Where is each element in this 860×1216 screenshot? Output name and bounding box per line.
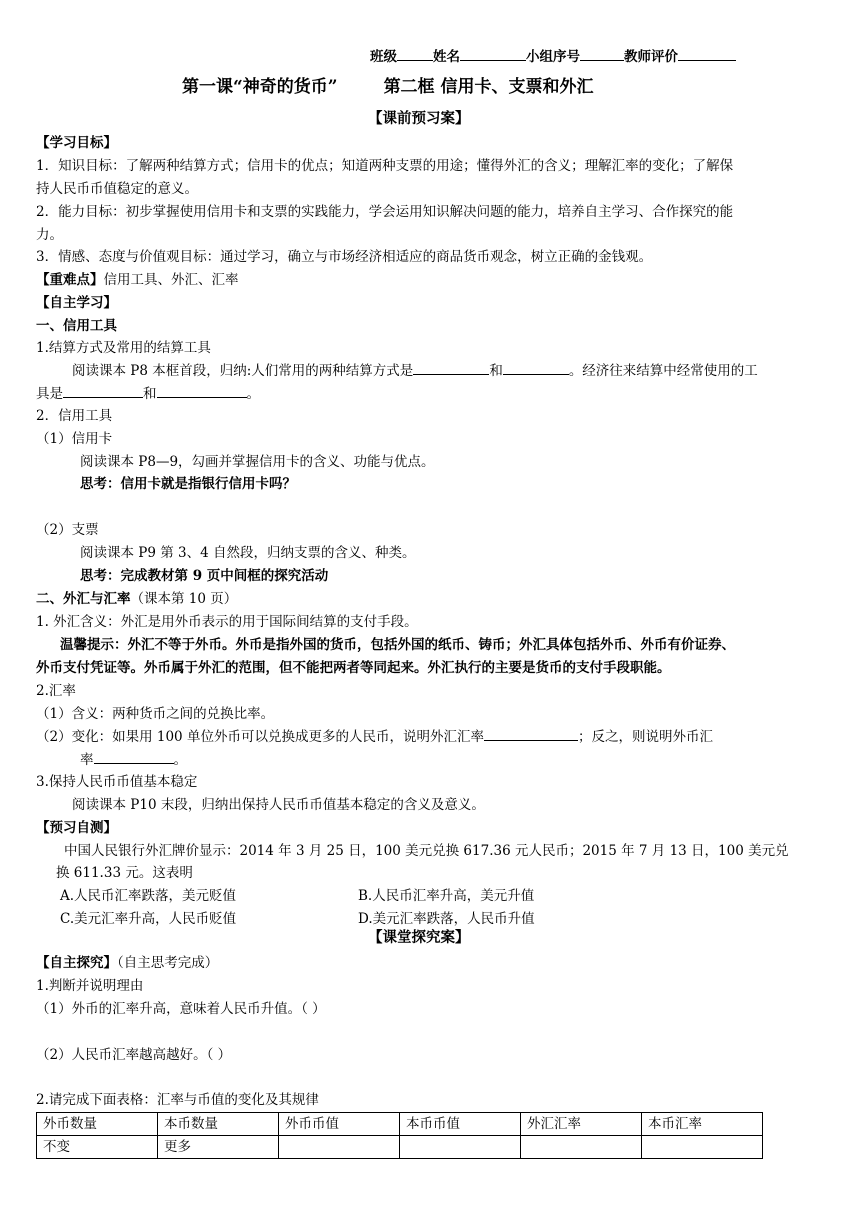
p1-1-read-text-b: 。经济往来结算中经常使用的工 [568,363,758,379]
section-title: 第二框 信用卡、支票和外汇 [383,77,594,97]
table-cell: 更多 [158,1136,279,1159]
p1-2-1-think: 思考：信用卡就是指银行信用卡吗？ [80,476,296,492]
table-header-cell: 外币币值 [279,1113,400,1136]
exchange-rate-blank-2[interactable] [94,749,174,764]
p1-1-read-line [72,360,758,381]
part2-note: （课本第 10 页） [130,591,238,607]
table-cell: 不变 [37,1136,158,1159]
part2-title: 二、外汇与汇率 [36,591,131,607]
part2-title-line [36,589,237,609]
tip-line-a: 温馨提示：外汇不等于外币。外币是指外国的货币，包括外国的纸币、铸币；外汇具体包括外币、外币有价证券、 [60,637,735,653]
goal2-line-a: 2．能力目标：初步掌握使用信用卡和支票的实践能力，学会运用知识解决问题的能力，培养自主学习、合作探究的能 [36,204,734,220]
option-a[interactable]: A.人民币汇率跌落，美元贬值 [60,888,237,904]
class-blank[interactable] [397,46,433,61]
key-points-label: 【重难点】 [36,272,104,288]
table-header-cell: 外币数量 [37,1113,158,1136]
table-row [37,1136,763,1159]
preview-heading: 【课前预习案】 [368,110,470,127]
lesson-title: 第一课“神奇的货币” [182,77,338,97]
settlement-method-blank-1[interactable] [413,360,489,375]
p1-2-1-read: 阅读课本 P8—9，勾画并掌握信用卡的含义、功能与优点。 [80,454,435,470]
p1-1-end: 。 [246,386,260,402]
table-task-heading: 2.请完成下面表格：汇率与币值的变化及其规律 [36,1092,319,1108]
question-line-b: 换 611.33 元。这表明 [56,865,193,881]
explore-line [36,953,218,973]
p1-1-and-2: 和 [143,386,157,402]
table-cell-input[interactable] [400,1136,521,1159]
exchange-rate-table [36,1112,763,1159]
table-cell-input[interactable] [279,1136,400,1159]
class-label: 班级 [370,49,397,65]
exchange-rate-blank-1[interactable] [484,726,578,741]
teacher-label: 教师评价 [624,49,678,65]
table-header-cell: 本币数量 [158,1113,279,1136]
p2-2-2-line-2 [80,749,187,770]
p2-2-2-text-a: （2）变化：如果用 100 单位外币可以兑换成更多的人民币，说明外汇汇率 [36,729,484,745]
tip-line-b: 外币支付凭证等。外币属于外汇的范围，但不能把两者等同起来。外汇执行的主要是货币的支付手段职能。 [36,660,671,676]
key-points-line [36,270,239,290]
p1-1-read-text: 阅读课本 P8 本框首段，归纳:人们常用的两种结算方式是 [72,363,414,379]
student-info-line [370,46,736,67]
group-label: 小组序号 [526,49,580,65]
p1-1-and-1: 和 [489,363,503,379]
teacher-blank[interactable] [678,46,736,61]
judge-item-1[interactable]: （1）外币的汇率升高，意味着人民币升值。（ ） [36,1001,326,1017]
p1-2-heading: 2．信用工具 [36,408,113,424]
p2-3-heading: 3.保持人民币币值基本稳定 [36,774,198,790]
goals-heading: 【学习目标】 [36,135,117,151]
p2-2-2-line [36,726,713,747]
table-header-row [37,1113,763,1136]
part1-title: 一、信用工具 [36,318,117,334]
settlement-tool-blank-1[interactable] [63,383,143,398]
p2-2-1: （1）含义：两种货币之间的兑换比率。 [36,706,275,722]
p1-2-2-read: 阅读课本 P9 第 3、4 自然段，归纳支票的含义、种类。 [80,545,416,561]
judge-heading: 1.判断并说明理由 [36,978,144,994]
p2-2-2-end: 。 [173,752,187,768]
p2-3-read: 阅读课本 P10 末段，归纳出保持人民币币值基本稳定的含义及意义。 [72,797,485,813]
p2-2-heading: 2.汇率 [36,683,76,699]
self-test-heading: 【预习自测】 [36,820,117,836]
p1-1-read-line-2 [36,383,260,404]
explore-label: 【自主探究】 [36,955,117,971]
classroom-heading: 【课堂探究案】 [368,929,470,946]
page-title [182,77,593,97]
p1-2-1-heading: （1）信用卡 [36,431,113,447]
self-study-heading: 【自主学习】 [36,295,117,311]
group-blank[interactable] [580,46,624,61]
settlement-tool-blank-2[interactable] [157,383,247,398]
p1-2-2-think: 思考：完成教材第 9 页中间框的探究活动 [80,568,329,584]
p2-2-2-text-c: 率 [80,752,94,768]
p1-1-heading: 1.结算方式及常用的结算工具 [36,340,211,356]
key-points-text: 信用工具、外汇、汇率 [103,272,239,288]
name-label: 姓名 [433,49,460,65]
explore-note: （自主思考完成） [117,955,219,971]
settlement-method-blank-2[interactable] [503,360,569,375]
p2-1-definition: 1. 外汇含义：外汇是用外币表示的用于国际间结算的支付手段。 [36,614,418,630]
goal1-line-b: 持人民币币值稳定的意义。 [36,181,198,197]
question-line-a: 中国人民银行外汇牌价显示：2014 年 3 月 25 日，100 美元兑换 617.36 元人民币；2015 年 7 月 13 日，100 美元兑 [64,843,789,859]
goal2-line-b: 力。 [36,227,63,243]
p1-1-read-text-c: 具是 [36,386,63,402]
table-header-cell: 本币币值 [400,1113,521,1136]
table-cell-input[interactable] [642,1136,763,1159]
goal1-line-a: 1．知识目标：了解两种结算方式；信用卡的优点；知道两种支票的用途；懂得外汇的含义；理解汇率的变化；了解保 [36,158,734,174]
p2-2-2-text-b: ；反之，则说明外币汇 [577,729,713,745]
option-d[interactable]: D.美元汇率跌落，人民币升值 [358,911,535,927]
judge-item-2[interactable]: （2）人民币汇率越高越好。（ ） [36,1047,232,1063]
table-header-cell: 本币汇率 [642,1113,763,1136]
option-b[interactable]: B.人民币汇率升高，美元升值 [358,888,535,904]
option-c[interactable]: C.美元汇率升高，人民币贬值 [60,911,237,927]
table-header-cell: 外汇汇率 [521,1113,642,1136]
table-cell-input[interactable] [521,1136,642,1159]
name-blank[interactable] [460,46,526,61]
p1-2-2-heading: （2）支票 [36,522,99,538]
goal3-line: 3．情感、态度与价值观目标：通过学习，确立与市场经济相适应的商品货币观念，树立正确的金钱观。 [36,249,653,265]
